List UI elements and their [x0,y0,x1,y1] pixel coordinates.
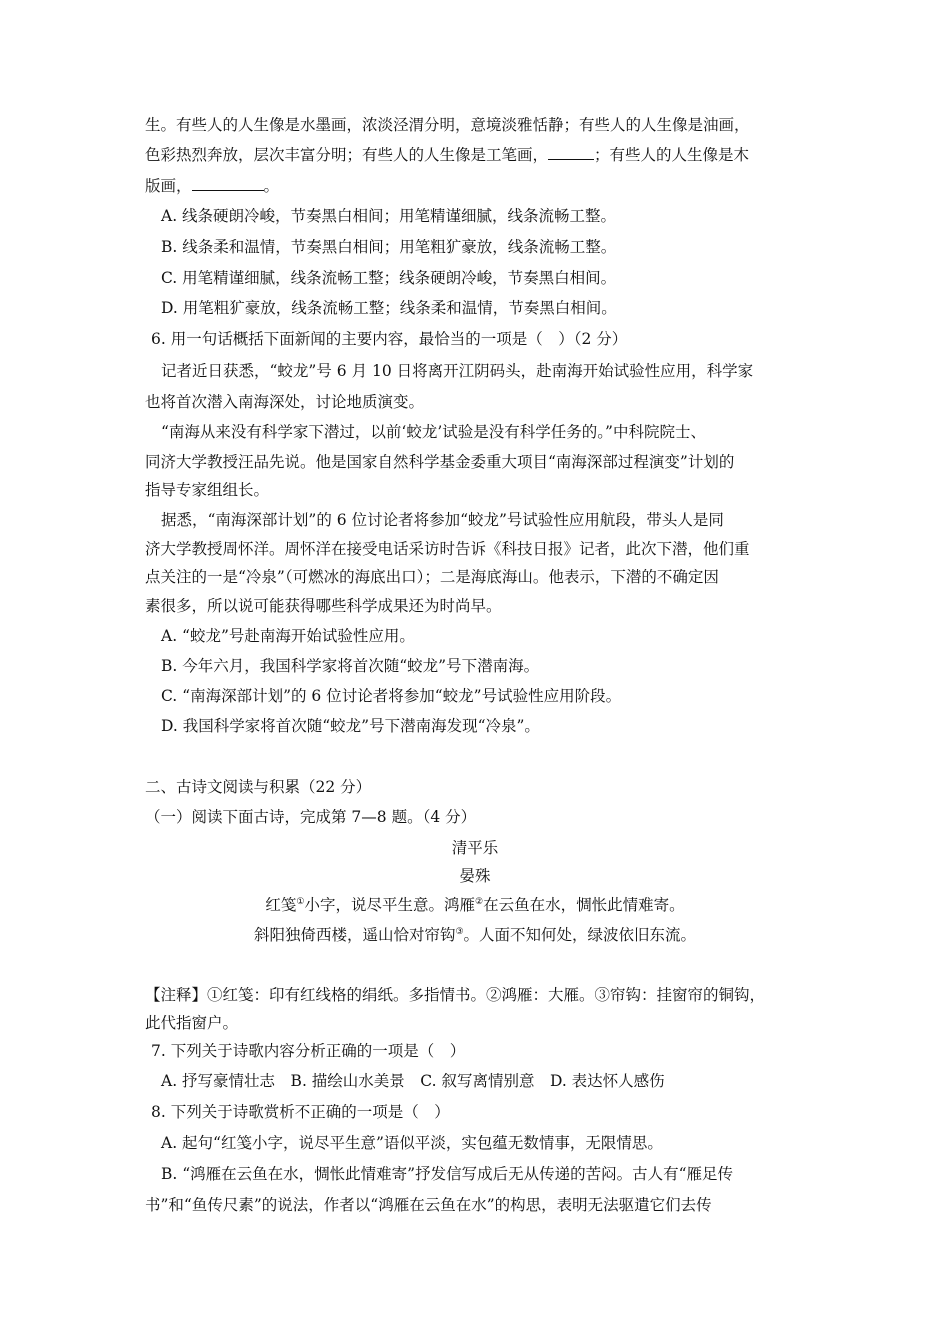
footnote-marker: ① [296,896,305,907]
text-segment: 。人面不知何处，绿波依旧东流。 [463,926,697,944]
text-segment: 小字，说尽平生意。鸿雁 [304,896,475,914]
q5-option-b: B. 线条柔和温情，节奏黑白相间；用笔粗犷豪放，线条流畅工整。 [161,238,617,256]
q8-option-a: A. 起句“红笺小字，说尽平生意”语似平淡，实包蕴无数情事，无限情思。 [161,1134,663,1152]
news-line: 也将首次潜入南海深处，讨论地质演变。 [145,393,425,411]
subsection-title: （一）阅读下面古诗，完成第 7—8 题。（4 分） [145,808,477,826]
q7-options: A. 抒写豪情壮志 B. 描绘山水美景 C. 叙写离情别意 D. 表达怀人感伤 [161,1072,665,1090]
q6-option-a: A. “蛟龙”号赴南海开始试验性应用。 [161,627,415,645]
q6-option-d: D. 我国科学家将首次随“蛟龙”号下潜南海发现“冷泉”。 [161,717,540,735]
text-segment: 版画， [145,177,192,195]
news-line: 素很多，所以说可能获得哪些科学成果还为时尚早。 [145,597,502,615]
q8-stem: 8. 下列关于诗歌赏析不正确的一项是（ ） [151,1103,450,1121]
poem-title: 清平乐 [451,839,499,857]
footnote-marker: ② [475,896,484,907]
text-segment: 色彩热烈奔放，层次丰富分明；有些人的人生像是工笔画， [145,146,549,164]
q6-option-b: B. 今年六月，我国科学家将首次随“蛟龙”号下潜南海。 [161,657,540,675]
poem-line [0,895,950,915]
q8-option-b: B. “鸿雁在云鱼在水，惆怅此情难寄”抒发信写成后无从传递的苦闷。古人有“雁足传 [161,1165,734,1183]
news-line: 据悉，“南海深部计划”的 6 位讨论者将参加“蛟龙”号试验性应用航段，带头人是同 [161,511,724,529]
news-line: 记者近日获悉，“蛟龙”号 6 月 10 日将离开江阴码头，赴南海开始试验性应用，科学家 [161,362,754,380]
news-line: “南海从来没有科学家下潜过，以前‘蛟龙’试验是没有科学任务的。”中科院院士、 [161,423,706,441]
text-segment: 在云鱼在水，惆怅此情难寄。 [483,896,685,914]
text-segment: 红笺 [265,896,297,914]
answer-blank [548,145,594,160]
q5-option-c: C. 用笔精谨细腻，线条流畅工整；线条硬朗冷峻，节奏黑白相间。 [161,269,617,287]
q6-option-c: C. “南海深部计划”的 6 位讨论者将参加“蛟龙”号试验性应用阶段。 [161,687,622,705]
text-segment: 斜阳独倚西楼，遥山恰对帘钩 [253,926,456,944]
q7-stem: 7. 下列关于诗歌内容分析正确的一项是（ ） [151,1042,466,1060]
text-segment: 。 [263,177,280,195]
q6-stem: 6. 用一句话概括下面新闻的主要内容，最恰当的一项是（ ）（2 分） [151,330,628,348]
q8-option-b-cont: 书”和“鱼传尺素”的说法，作者以“鸿雁在云鱼在水”的构思，表明无法驱遣它们去传 [145,1196,712,1214]
footnote-marker: ③ [455,926,464,937]
news-line: 点关注的一是“冷泉”（可燃冰的海底出口）；二是海底海山。他表示，下潜的不确定因 [145,568,719,586]
poem-line [0,925,950,945]
news-line: 同济大学教授汪品先说。他是国家自然科学基金委重大项目“南海深部过程演变”计划的 [145,453,735,471]
paragraph-line [145,176,279,196]
q5-option-a: A. 线条硬朗冷峻，节奏黑白相间；用笔精谨细腻，线条流畅工整。 [161,207,617,225]
paragraph-line: 生。有些人的人生像是水墨画，浓淡泾渭分明，意境淡雅恬静；有些人的人生像是油画， [145,116,750,134]
news-line: 济大学教授周怀洋。周怀洋在接受电话采访时告诉《科技日报》记者，此次下潜，他们重 [145,540,750,558]
text-segment: ；有些人的人生像是木 [594,146,750,164]
notes-line: 此代指窗户。 [145,1014,239,1032]
notes-line: 【注释】①红笺：印有红线格的绢纸。多指情书。②鸿雁：大雁。③帘钩：挂窗帘的铜钩， [145,986,766,1004]
paragraph-line [145,145,749,165]
answer-blank [192,176,264,191]
q5-option-d: D. 用笔粗犷豪放，线条流畅工整；线条柔和温情，节奏黑白相间。 [161,299,617,317]
news-line: 指导专家组组长。 [145,481,270,499]
section-title: 二、古诗文阅读与积累（22 分） [145,778,372,796]
poem-author: 晏殊 [459,867,491,885]
